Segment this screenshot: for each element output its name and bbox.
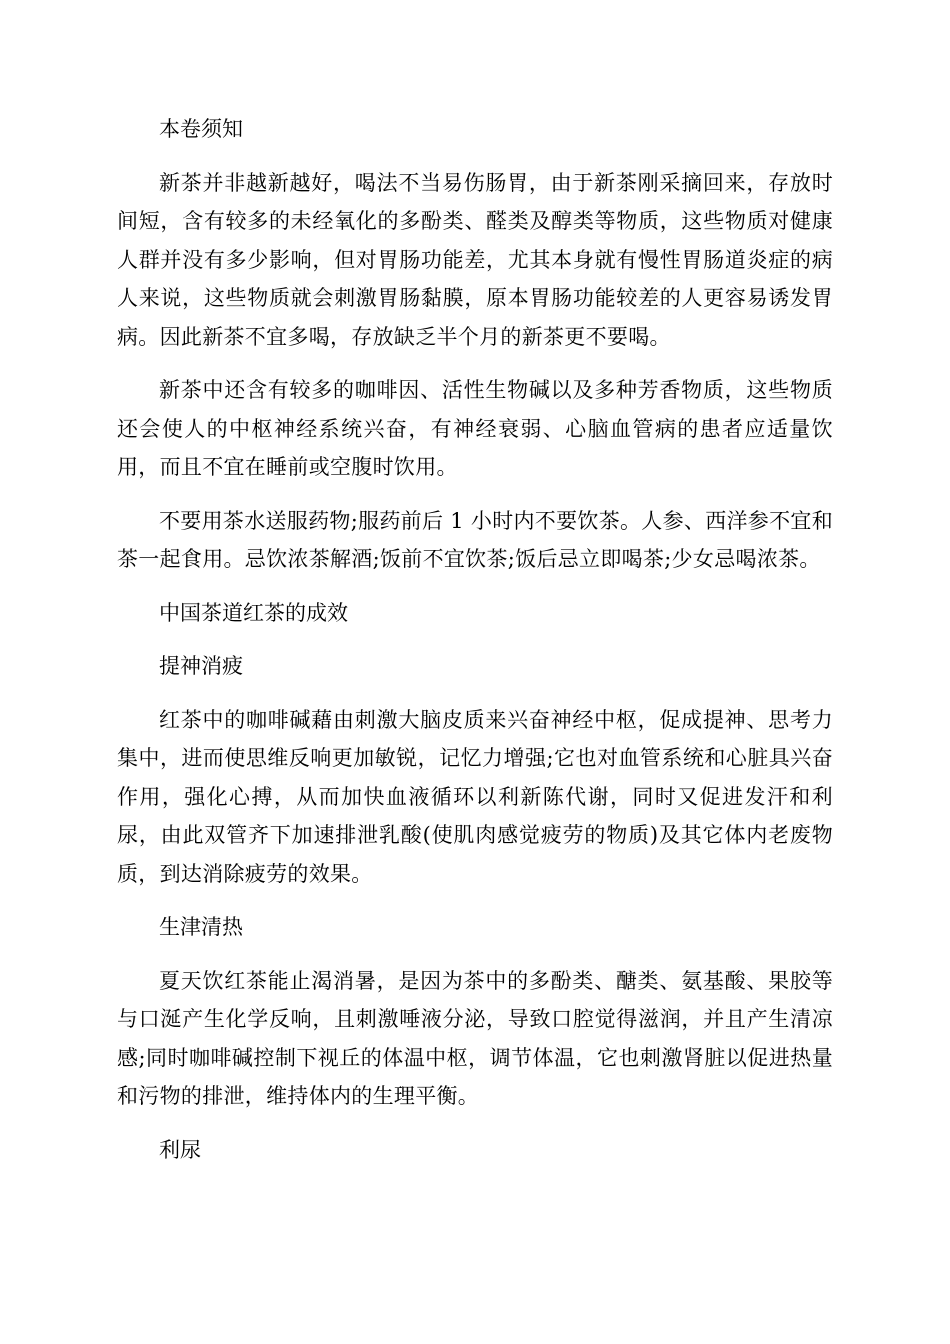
- paragraph-caffeine: 新茶中还含有较多的咖啡因、活性生物碱以及多种芳香物质，这些物质还会使人的中枢神经系统兴奋，有神经衰弱、心脑血管病的患者应适量饮用，而且不宜在睡前或空腹时饮用。: [117, 378, 833, 479]
- subheading-thirst: 生津清热: [159, 915, 243, 939]
- paragraph-new-tea: 新茶并非越新越好，喝法不当易伤肠胃，由于新茶刚采摘回来，存放时间短，含有较多的未经氧化的多酚类、醛类及醇类等物质，这些物质对健康人群并没有多少影响，但对胃肠功能差，尤其本身就有慢性胃肠道炎症的病人来说，这些物质就会刺激胃肠黏膜，原本胃肠功能较差的人更容易诱发胃病。因此新茶不宜多喝，存放缺乏半个月的新茶更不要喝。: [117, 170, 833, 349]
- subheading-refresh: 提神消疲: [159, 654, 243, 678]
- subheading-diuretic: 利尿: [159, 1137, 201, 1162]
- section-heading-effects: 中国茶道红茶的成效: [159, 600, 348, 625]
- document-body: [117, 110, 833, 1184]
- paragraph-refresh: 红茶中的咖啡碱藉由刺激大脑皮质来兴奋神经中枢，促成提神、思考力集中，进而使思维反响更加敏锐，记忆力增强;它也对血管系统和心脏具兴奋作用，强化心搏，从而加快血液循环以利新陈代谢，同时又促进发汗和利尿，由此双管齐下加速排泄乳酸(使肌肉感觉疲劳的物质)及其它体内老废物质，到达消除疲劳的效果。: [117, 707, 833, 886]
- section-heading-notice: 本卷须知: [159, 117, 243, 141]
- paragraph-medicine: 不要用茶水送服药物;服药前后 1 小时内不要饮茶。人参、西洋参不宜和茶一起食用。忌饮浓茶解酒;饭前不宜饮茶;饭后忌立即喝茶;少女忌喝浓茶。: [117, 508, 833, 571]
- paragraph-thirst: 夏天饮红茶能止渴消暑，是因为茶中的多酚类、醣类、氨基酸、果胶等与口涎产生化学反响，且刺激唾液分泌，导致口腔觉得滋润，并且产生清凉感;同时咖啡碱控制下视丘的体温中枢，调节体温，它也刺激肾脏以促进热量和污物的排泄，维持体内的生理平衡。: [117, 968, 833, 1108]
